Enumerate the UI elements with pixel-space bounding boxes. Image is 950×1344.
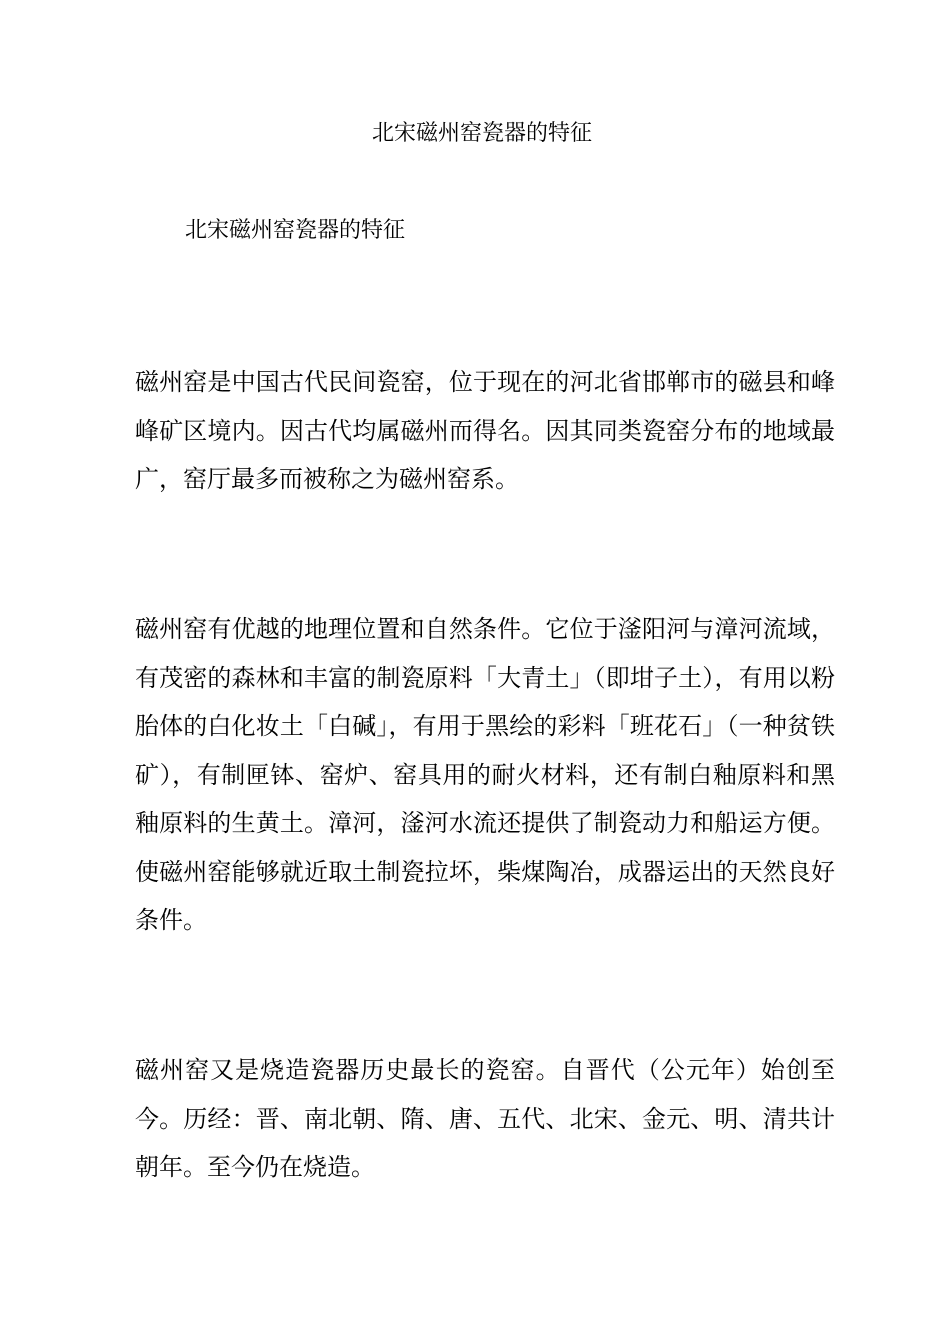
document-subtitle: 北宋磁州窑瓷器的特征 bbox=[185, 218, 406, 243]
paragraph-history: 磁州窑又是烧造瓷器历史最长的瓷窑。自晋代（公元年）始创至今。历经：晋、南北朝、隋、唐、五代、北宋、金元、明、清共计朝年。至今仍在烧造。 bbox=[135, 1056, 835, 1181]
document-title: 北宋磁州窑瓷器的特征 bbox=[371, 121, 592, 146]
paragraph-location: 磁州窑是中国古代民间瓷窑，位于现在的河北省邯郸市的磁县和峰峰矿区境内。因古代均属磁州而得名。因其同类瓷窑分布的地域最广，窑厅最多而被称之为磁州窑系。 bbox=[135, 368, 835, 493]
paragraph-conditions: 磁州窑有优越的地理位置和自然条件。它位于滏阳河与漳河流域，有茂密的森林和丰富的制瓷原料「大青土」（即坩子土），有用以粉胎体的白化妆土「白碱」，有用于黑绘的彩料「班花石」（一种贫铁矿），有制匣钵、窑炉、窑具用的耐火材料，还有制白釉原料和黑釉原料的生黄土。漳河，滏河水流还提供了制瓷动力和船运方便。使磁州窑能够就近取土制瓷拉坏，柴煤陶冶，成器运出的天然良好条件。 bbox=[135, 615, 835, 934]
